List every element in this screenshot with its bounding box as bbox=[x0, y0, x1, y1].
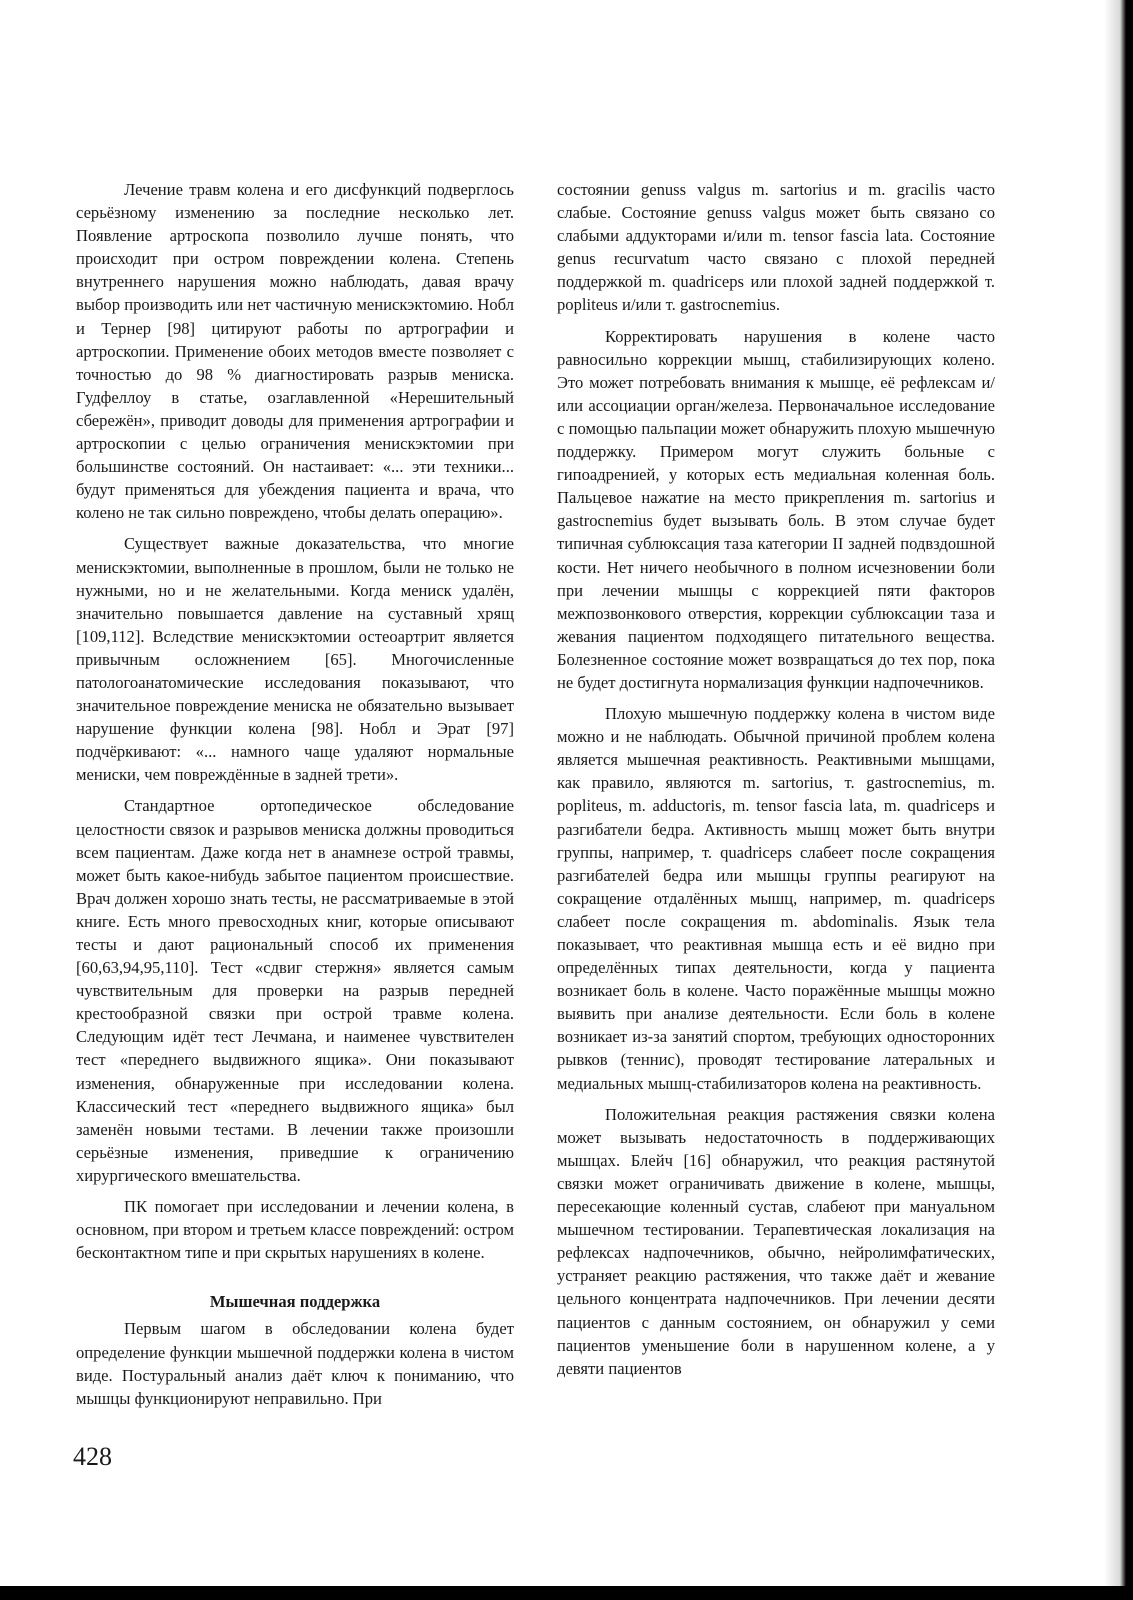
scan-page-edge-right bbox=[1104, 0, 1133, 1600]
page-number: 428 bbox=[73, 1442, 112, 1471]
scan-page-edge-bottom bbox=[0, 1586, 1133, 1600]
right-column bbox=[557, 178, 995, 1388]
section-heading: Мышечная поддержка bbox=[209, 1292, 381, 1312]
paragraph-2: Существует важные доказательства, что многие менискэктомии, выполненные в прошлом, были не только не нужными, но и не желательными. Когда мениск удалён, значительно повышается давление на суставный хрящ [109,112]. Вследствие менискэктомии остеоартрит является привычным осложнением [65]. Многочисленные патологоанатомические исследования показывают, что значительное повреждение мениска не обязательно вызывает нарушение функции колена [98]. Нобл и Эрат [97] подчёркивают: «... намного чаще удаляют нормальные мениски, чем повреждённые в задней трети». bbox=[76, 534, 514, 785]
paragraph-6: Корректировать нарушения в колене часто равносильно коррекции мышц, стабилизирующих колено. Это может потребовать внимания к мышце, её рефлексам и/или ассоциации орган/железа. Первоначальное исследование с помощью пальпации может обнаружить плохую мышечную поддержку. Примером могут служить больные с гипоадренией, у которых есть медиальная коленная боль. Пальцевое нажатие на место прикрепления m. sartorius и gastrocnemius будет вызывать боль. В этом случае будет типичная сублюксация таза категории II задней подвздошной кости. Нет ничего необычного в полном исчезновении боли при лечении мышцы с коррекцией пяти факторов межпозвонкового отверстия, коррекции сублюксации таза и жевания пациентом подходящего питательного вещества. Болезненное состояние может возвращаться до тех пор, пока не будет достигнута нормализация функции надпочечников. bbox=[557, 326, 995, 692]
paragraph-7: Плохую мышечную поддержку колена в чистом виде можно и не наблюдать. Обычной причиной проблем колена является мышечная реактивность. Реактивными мышцами, как правило, являются m. sartorius, т. gastrocnemius, m. popliteus, m. adductoris, m. tensor fascia lata, m. quadriceps и разгибатели бедра. Активность мышц может быть внутри группы, например, т. quadriceps слабеет после сокращения разгибателей бедра или мышцы группы реагируют на сокращение отдалённых мышц, например, m. quadriceps слабеет после сокращения m. abdominalis. Язык тела показывает, что реактивная мышца есть и её видно при определённых типах деятельности, когда у пациента возникает боль в колене. Часто поражённые мышцы можно выявить при анализе деятельности. Если боль в колене возникает из-за занятий спортом, требующих односторонних рывков (теннис), проводят тестирование латеральных и медиальных мышц-стабилизаторов колена на реактивность. bbox=[557, 704, 995, 1093]
paragraph-continued: состоянии genuss valgus m. sartorius и m. gracilis часто слабые. Состояние genuss valgus может быть связано со слабыми аддукторами и/или m. tensor fascia lata. Состояние genus recurvatum часто связано с плохой передней поддержкой m. quadriceps или плохой задней поддержкой т. popliteus и/или т. gastrocnemius. bbox=[557, 180, 995, 315]
paragraph-8: Положительная реакция растяжения связки колена может вызывать недостаточность в поддерживающих мышцах. Блейч [16] обнаружил, что реакция растянутой связки может ограничивать движение в колене, мышцы, пересекающие коленный сустав, слабеют при мануальном мышечном тестировании. Терапевтическая локализация на рефлексах надпочечников, обычно, нейролимфатических, устраняет реакцию растяжения, что также даёт и жевание цельного концентрата надпочечников. При лечении десяти пациентов с данным состоянием, он обнаружил у семи пациентов уменьшение боли в нарушенном колене, а у девяти пациентов bbox=[557, 1104, 995, 1378]
paragraph-5: Первым шагом в обследовании колена будет определение функции мышечной поддержки колена в чистом виде. Постуральный анализ даёт ключ к пониманию, что мышцы функционируют неправильно. При bbox=[76, 1319, 514, 1408]
paragraph-4: ПК помогает при исследовании и лечении колена, в основном, при втором и третьем классе повреждений: остром бесконтактном типе и при скрытых нарушениях в колене. bbox=[76, 1197, 514, 1263]
paragraph-1: Лечение травм колена и его дисфункций подверглось серьёзному изменению за последние несколько лет. Появление артроскопа позволило лучше понять, что происходит при остром повреждении колена. Степень внутреннего нарушения можно наблюдать, давая врачу выбор производить или нет частичную менискэктомию. Нобл и Тернер [98] цитируют работы по артрографии и артроскопии. Применение обоих методов вместе позволяет с точностью до 98 % диагностировать разрыв мениска. Гудфеллоу в статье, озаглавленной «Нерешительный сбережён», приводит доводы для применения артрографии и артроскопии с целью ограничения менискэктомии при большинстве состояний. Он настаивает: «... эти техники... будут применяться для убеждения пациента и врача, что колено не так сильно повреждено, чтобы делать операцию». bbox=[76, 180, 514, 523]
paragraph-3: Стандартное ортопедическое обследование целостности связок и разрывов мениска должны проводиться всем пациентам. Даже когда нет в анамнезе острой травмы, может быть какое-нибудь забытое пациентом происшествие. Врач должен хорошо знать тесты, не рассматриваемые в этой книге. Есть много превосходных книг, которые описывают тесты и дают рациональный способ их применения [60,63,94,95,110]. Тест «сдвиг стержня» является самым чувствительным для проверки на разрыв передней крестообразной связки при острой травме колена. Следующим идёт тест Лечмана, и наименее чувствителен тест «переднего выдвижного ящика». Они показывают изменения, обнаруженные при исследовании колена. Классический тест «переднего выдвижного ящика» был заменён новыми тестами. В лечении также произошли серьёзные изменения, приведшие к ограничению хирургического вмешательства. bbox=[76, 796, 514, 1185]
left-column bbox=[76, 178, 514, 1418]
